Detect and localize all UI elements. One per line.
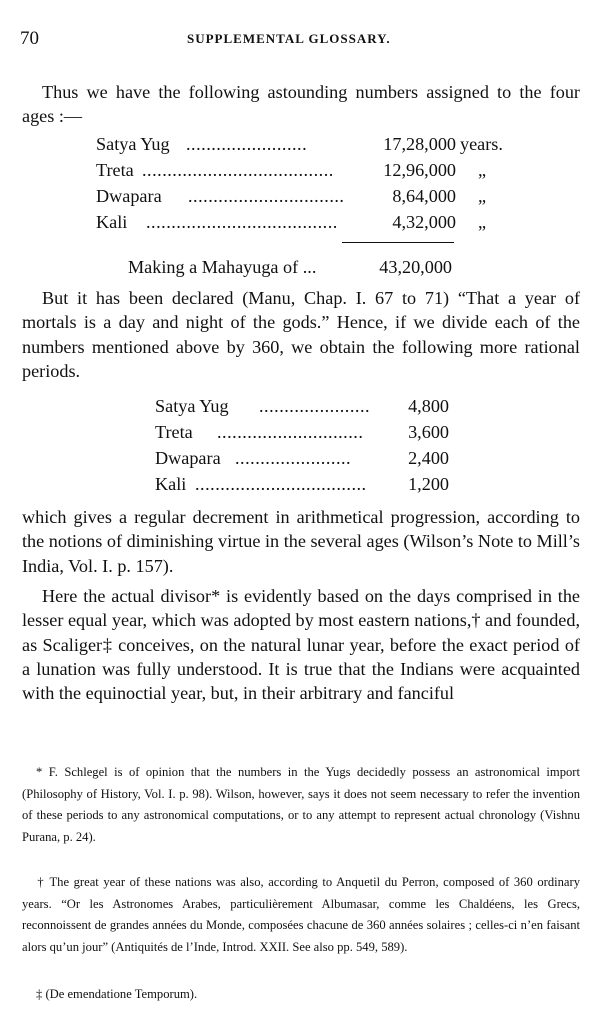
dot-leader: ........................ [186,134,308,154]
dot-leader: ...................................... [146,212,338,232]
yuga-name: Satya Yug [155,396,229,416]
footnote-great-year-text: † The great year of these nations was also, according to Anquetil du Perron, composed of 360 ordinary years. “Or les Astronomes Arabes, particulièrement Albumasar, comme les Chaldéens, les Grecs, reconnoissent de grandes années du Monde, composées chacune de 360 années solaires ; celles-ci n’en faisant alors qu’un jour” (Antiquités de l’Inde, Introd. XXII. See also pp. 549, 589). [22,875,580,954]
unit-label: „ [478,212,487,232]
yuga-years-value: 17,28,000 [383,134,456,154]
yuga-name: Dwapara [96,186,162,206]
paragraph-intro-text: Thus we have the following astounding numbers assigned to the four ages :— [22,82,580,127]
unit-label: years. [460,134,503,154]
dot-leader: ............................... [188,186,345,206]
paragraph-divisor-text: Here the actual divisor* is evidently based on the days comprised in the lesser equal year, which was adopted by most eastern nations,† and founded, as Scaliger‡ conceives, on the natural lunar year, before the exact period of a lunation was fully understood. It is true that the Indians were acquainted with the equinoctial year, but, in their arbitrary and fanciful [22,586,580,704]
paragraph-decrement [22,505,580,578]
dot-leader: ...................................... [142,160,334,180]
yuga-years-value: 8,64,000 [392,186,456,206]
sum-rule [342,242,454,243]
yuga-name: Treta [96,160,134,180]
rational-periods-table [155,396,455,500]
table-row [96,212,526,238]
footnote-scaliger [22,984,580,1006]
yuga-name: Kali [155,474,187,494]
footnote-scaliger-text: ‡ (De emendatione Temporum). [36,987,198,1001]
table-row [96,186,526,212]
yuga-name: Kali [96,212,128,232]
period-value: 2,400 [408,448,449,468]
yuga-name: Dwapara [155,448,221,468]
table-row [155,474,455,500]
paragraph-decrement-text: which gives a regular decrement in arithmetical progression, according to the notions of diminishing virtue in the several ages (Wilson’s Note to Mill’s India, Vol. I. p. 157). [22,507,580,576]
yuga-name: Satya Yug [96,134,170,154]
dot-leader: ...................... [259,396,371,416]
running-title: SUPPLEMENTAL GLOSSARY. [187,31,391,46]
paragraph-manu [22,286,580,383]
footnote-schlegel-text: * F. Schlegel is of opinion that the numbers in the Yugs decidedly possess an astronomical import (Philosophy of History, Vol. I. p. 98). Wilson, however, says it does not seem necessary to refer the invention of these periods to any astronomical computations, or to any attempt to represent actual chronology (Vishnu Purana, p. 24). [22,765,580,844]
period-value: 1,200 [408,474,449,494]
paragraph-intro [22,80,580,129]
footnote-great-year [22,872,580,958]
mahayuga-total [128,257,458,283]
yuga-name: Treta [155,422,193,442]
yuga-years-value: 4,32,000 [392,212,456,232]
page-number: 70 [20,28,39,49]
total-label: Making a Mahayuga of ... [128,257,317,277]
table-row [128,257,458,283]
paragraph-manu-text: But it has been declared (Manu, Chap. I. 67 to 71) “That a year of mortals is a day and night of the gods.” Hence, if we divide each of the numbers mentioned above by 360, we obtain the following more rational periods. [22,288,580,381]
table-row [155,396,455,422]
table-row [96,134,526,160]
dot-leader: .................................. [195,474,367,494]
yuga-years-table [96,134,526,238]
period-value: 4,800 [408,396,449,416]
table-row [155,448,455,474]
unit-label: „ [478,186,487,206]
dot-leader: ....................... [235,448,352,468]
period-value: 3,600 [408,422,449,442]
table-row [96,160,526,186]
unit-label: „ [478,160,487,180]
dot-leader: ............................. [217,422,364,442]
yuga-years-value: 12,96,000 [383,160,456,180]
table-row [155,422,455,448]
paragraph-divisor [22,584,580,705]
footnote-schlegel [22,762,580,848]
total-value: 43,20,000 [379,257,452,277]
